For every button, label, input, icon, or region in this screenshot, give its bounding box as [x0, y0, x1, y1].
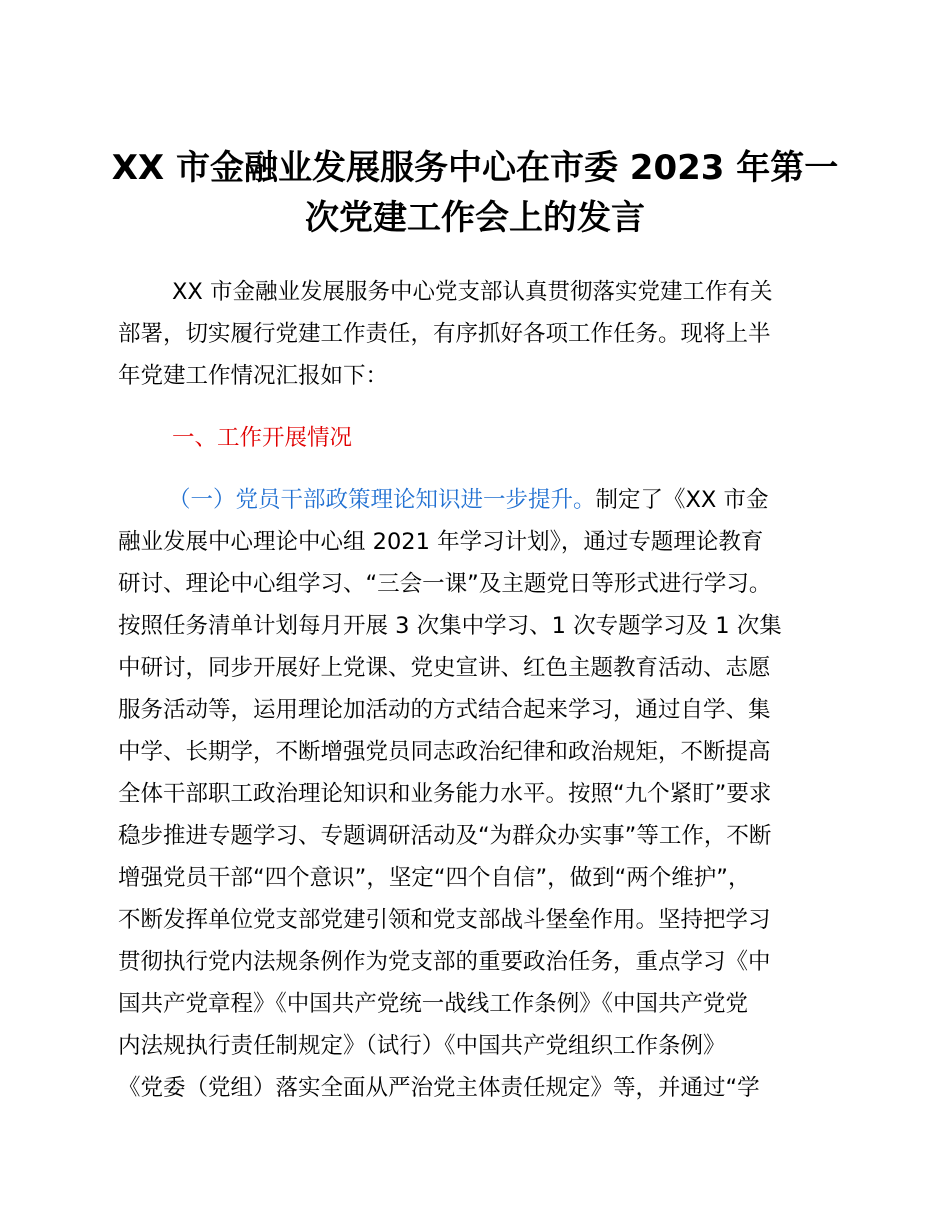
body-line: 贯彻执行党内法规条例作为党支部的重要政治任务，重点学习《中 [118, 949, 771, 975]
intro-line-3: 年党建工作情况汇报如下： [118, 363, 389, 389]
subsection-first-line [168, 482, 769, 518]
body-line: 中学、长期学，不断增强党员同志政治纪律和政治规矩，不断提高 [118, 739, 771, 765]
body-line: 增强党员干部“四个意识”，坚定“四个自信”，做到“两个维护”， [118, 865, 751, 891]
section-heading: 一、工作开展情况 [172, 425, 353, 451]
body-line: 国共产党章程》《中国共产党统一战线工作条例》《中国共产党党 [118, 991, 749, 1017]
body-line: 《党委（党组）落实全面从严治党主体责任规定》等，并通过“学 [118, 1075, 760, 1101]
body-line: 全体干部职工政治理论知识和业务能力水平。按照“九个紧盯”要求 [118, 781, 772, 807]
intro-line-1: XX 市金融业发展服务中心党支部认真贯彻落实党建工作有关 [172, 279, 773, 305]
intro-line-2: 部署，切实履行党建工作责任，有序抓好各项工作任务。现将上半 [118, 321, 771, 347]
body-line: 服务活动等，运用理论加活动的方式结合起来学习，通过自学、集 [118, 697, 771, 723]
document-title-line-2: 次党建工作会上的发言 [305, 198, 645, 238]
body-line: 按照任务清单计划每月开展 3 次集中学习、1 次专题学习及 1 次集 [118, 613, 782, 639]
body-line: 内法规执行责任制规定》（试行）《中国共产党组织工作条例》 [118, 1033, 726, 1059]
body-line: 中研讨，同步开展好上党课、党史宣讲、红色主题教育活动、志愿 [118, 655, 771, 681]
body-line: 融业发展中心理论中心组 2021 年学习计划》，通过专题理论教育 [118, 529, 764, 555]
subsection-first-line-text: 制定了《XX 市金 [595, 487, 769, 513]
body-line: 研讨、理论中心组学习、“三会一课”及主题党日等形式进行学习。 [118, 571, 772, 597]
subsection-heading: （一）党员干部政策理论知识进一步提升。 [168, 487, 596, 513]
document-title-line-1: XX 市金融业发展服务中心在市委 2023 年第一 [111, 148, 839, 188]
body-line: 不断发挥单位党支部党建引领和党支部战斗堡垒作用。坚持把学习 [118, 907, 771, 933]
body-line: 稳步推进专题学习、专题调研活动及“为群众办实事”等工作，不断 [118, 823, 772, 849]
